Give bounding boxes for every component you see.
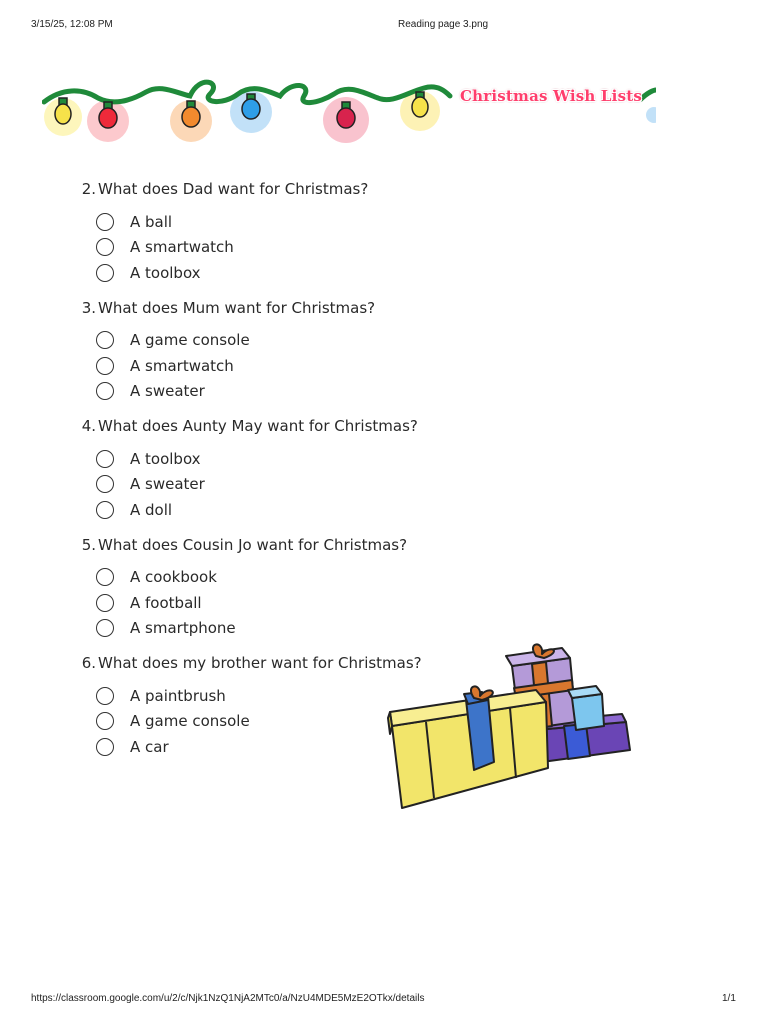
question-5 (74, 534, 454, 653)
option-label: A smartwatch (130, 238, 234, 257)
christmas-lights-banner (42, 70, 656, 146)
question-2 (74, 178, 454, 297)
yellow-gift (388, 686, 548, 808)
question-text: What does Cousin Jo want for Christmas? (98, 535, 408, 554)
option-label: A smartphone (130, 619, 236, 638)
answer-options (74, 209, 454, 286)
print-url: https://classroom.google.com/u/2/c/Njk1NzQ1NjA2MTc0/a/NzU4MDE5MzE2OTkx/details (31, 993, 425, 1004)
option-label: A game console (130, 712, 250, 731)
answer-option[interactable] (74, 472, 454, 498)
question-text: What does Mum want for Christmas? (98, 298, 376, 317)
radio-circle-icon[interactable] (96, 501, 114, 519)
answer-option[interactable] (74, 446, 454, 472)
radio-circle-icon[interactable] (96, 238, 114, 256)
option-label: A toolbox (130, 263, 201, 282)
question-number: 6. (81, 654, 96, 672)
option-label: A cookbook (130, 568, 217, 587)
question-text: What does Aunty May want for Christmas? (98, 417, 418, 435)
gift-boxes-illustration (386, 638, 636, 816)
option-label: A paintbrush (130, 686, 226, 705)
option-label: A game console (130, 331, 250, 350)
option-label: A football (130, 593, 202, 612)
answer-options (74, 446, 454, 523)
radio-circle-icon[interactable] (96, 738, 114, 756)
question-number: 4. (81, 417, 96, 435)
print-datetime: 3/15/25, 12:08 PM (31, 19, 113, 30)
vine-end (640, 90, 656, 100)
question-number: 2. (81, 180, 96, 198)
option-label: A doll (130, 500, 173, 519)
answer-option[interactable] (74, 260, 454, 286)
answer-option[interactable] (74, 235, 454, 261)
radio-circle-icon[interactable] (96, 264, 114, 282)
radio-circle-icon[interactable] (96, 619, 114, 637)
option-label: A car (130, 737, 169, 756)
answer-option[interactable] (74, 353, 454, 379)
radio-circle-icon[interactable] (96, 357, 114, 375)
question-3 (74, 297, 454, 416)
question-text: What does my brother want for Christmas? (98, 654, 422, 672)
answer-options (74, 565, 454, 642)
answer-options (74, 328, 454, 405)
radio-circle-icon[interactable] (96, 712, 114, 730)
radio-circle-icon[interactable] (96, 687, 114, 705)
question-4 (74, 415, 454, 534)
radio-circle-icon[interactable] (96, 450, 114, 468)
question-number: 5. (81, 535, 96, 554)
worksheet-title: Christmas Wish Lists (460, 87, 642, 105)
question-text: What does Dad want for Christmas? (98, 180, 369, 198)
option-label: A sweater (130, 382, 205, 401)
option-label: A ball (130, 212, 173, 231)
radio-circle-icon[interactable] (96, 382, 114, 400)
radio-circle-icon[interactable] (96, 213, 114, 231)
radio-circle-icon[interactable] (96, 568, 114, 586)
radio-circle-icon[interactable] (96, 475, 114, 493)
option-label: A smartwatch (130, 356, 234, 375)
print-document-title: Reading page 3.png (398, 19, 489, 30)
radio-circle-icon[interactable] (96, 331, 114, 349)
answer-option[interactable] (74, 328, 454, 354)
answer-option[interactable] (74, 379, 454, 405)
option-label: A sweater (130, 475, 205, 494)
answer-option[interactable] (74, 497, 454, 523)
bulb-glow (646, 107, 656, 123)
answer-option[interactable] (74, 565, 454, 591)
answer-option[interactable] (74, 590, 454, 616)
print-page-count: 1/1 (722, 993, 736, 1004)
option-label: A toolbox (130, 449, 201, 468)
answer-option[interactable] (74, 209, 454, 235)
question-number: 3. (81, 298, 96, 317)
radio-circle-icon[interactable] (96, 594, 114, 612)
